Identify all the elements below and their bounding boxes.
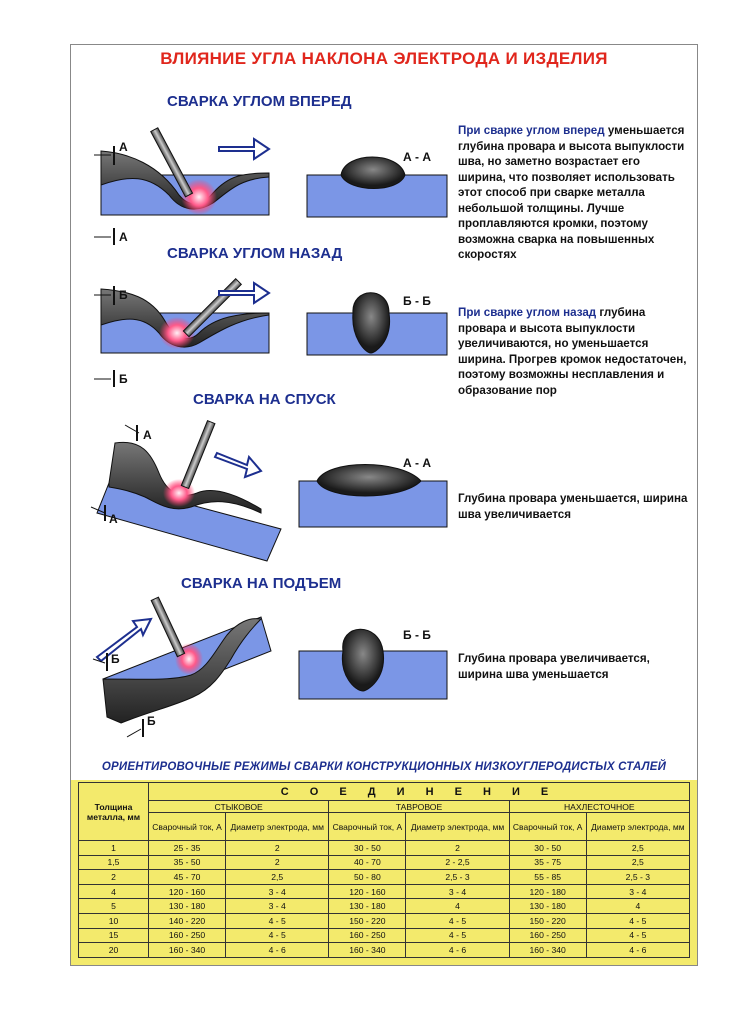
table-cell: 4 - 5 [406,913,509,928]
current-header: Сварочный ток, А [149,813,226,841]
table-cell: 4 - 5 [226,913,329,928]
table-cell: 4 - 6 [586,943,689,958]
table-cell: 2,5 - 3 [406,870,509,885]
table-cell: 150 - 220 [509,913,586,928]
table-cell: 160 - 250 [329,928,406,943]
table-cell: 4 - 6 [406,943,509,958]
table-row [79,870,690,885]
mark-bottom: Б [147,714,156,728]
mark-bottom: Б [119,372,128,386]
description-forward-text: уменьшается глубина провара и высота выпуклости шва, но заметно возрастает его ширина, что позволяет использовать этот способ при сварке металла небольшой толщины. Лучше проплавляются кромки, поэтому возможна сварка на повышенных скоростях [458,124,685,261]
table-row [79,928,690,943]
description-backward-highlight: При сварке углом назад [458,306,597,319]
table-cell: 130 - 180 [149,899,226,914]
table-cell: 45 - 70 [149,870,226,885]
table-cell: 160 - 250 [509,928,586,943]
mark-top: Б [111,652,120,666]
table-cell: 2,5 [226,870,329,885]
table-cell: 4 - 5 [226,928,329,943]
table-cell: 120 - 160 [329,884,406,899]
section-label: Б - Б [403,628,431,642]
description-uphill: Глубина провара увеличивается, ширина шва уменьшается [458,652,650,681]
thickness-cell: 5 [79,899,149,914]
table-cell: 3 - 4 [406,884,509,899]
thickness-cell: 10 [79,913,149,928]
table-cell: 50 - 80 [329,870,406,885]
direction-arrow-icon [97,619,151,661]
table-cell: 2,5 [586,841,689,856]
table-cell: 30 - 50 [329,841,406,856]
table-cell: 2 - 2,5 [406,855,509,870]
current-header: Сварочный ток, А [329,813,406,841]
heading-uphill: СВАРКА НА ПОДЪЕМ [181,575,342,592]
current-header: Сварочный ток, А [509,813,586,841]
direction-arrow-icon [219,139,269,159]
group-butt: СТЫКОВОЕ [149,801,329,813]
description-forward [458,123,690,263]
table-cell: 2,5 - 3 [586,870,689,885]
group-lap: НАХЛЕСТОЧНОЕ [509,801,689,813]
description-backward [458,305,690,398]
thickness-cell: 20 [79,943,149,958]
thickness-cell: 1,5 [79,855,149,870]
thickness-cell: 2 [79,870,149,885]
direction-arrow-icon [215,453,261,477]
table-cell: 35 - 50 [149,855,226,870]
table-cell: 25 - 35 [149,841,226,856]
table-cell: 4 [406,899,509,914]
thickness-cell: 4 [79,884,149,899]
connection-header: С О Е Д И Н Е Н И Е [149,783,690,801]
table-cell: 4 - 5 [406,928,509,943]
heading-forward: СВАРКА УГЛОМ ВПЕРЕД [167,93,352,110]
group-tee: ТАВРОВОЕ [329,801,509,813]
table-cell: 3 - 4 [226,899,329,914]
table-cell: 2 [226,855,329,870]
mark-bottom: А [119,230,128,244]
table-cell: 4 - 6 [226,943,329,958]
table-cell: 140 - 220 [149,913,226,928]
table-cell: 40 - 70 [329,855,406,870]
table-cell: 160 - 340 [329,943,406,958]
description-downhill: Глубина провара уменьшается, ширина шва увеличивается [458,492,688,521]
page-title: ВЛИЯНИЕ УГЛА НАКЛОНА ЭЛЕКТРОДА И ИЗДЕЛИЯ [160,49,608,68]
table-panel [71,780,697,965]
diameter-header: Диаметр электрода, мм [586,813,689,841]
diameter-header: Диаметр электрода, мм [406,813,509,841]
figure-forward [89,115,459,245]
table-cell: 2 [406,841,509,856]
section-label: А - А [403,150,431,164]
welding-modes-table [78,782,690,958]
table-cell: 55 - 85 [509,870,586,885]
table-row [79,841,690,856]
table-row [79,943,690,958]
thickness-header: Толщина металла, мм [79,783,149,841]
table-row [79,855,690,870]
table-cell: 4 - 5 [586,928,689,943]
table-cell: 4 - 5 [586,913,689,928]
table-row [79,913,690,928]
mark-top: А [119,140,128,154]
table-cell: 2 [226,841,329,856]
heading-backward: СВАРКА УГЛОМ НАЗАД [167,245,343,262]
mark-bottom: А [109,512,118,526]
mark-top: А [143,428,152,442]
poster [70,44,698,966]
table-cell: 160 - 340 [509,943,586,958]
description-backward-text: глубина провара и высота выпуклости увеличиваются, но уменьшается ширина. Прогрев кромок недостаточен, поэтому возможны несплавления и образование пор [458,306,687,397]
section-label: А - А [403,456,431,470]
table-cell: 130 - 180 [329,899,406,914]
figure-backward [89,267,459,397]
table-cell: 2,5 [586,855,689,870]
table-cell: 4 [586,899,689,914]
table-cell: 160 - 340 [149,943,226,958]
direction-arrow-icon [219,283,269,303]
table-cell: 35 - 75 [509,855,586,870]
table-cell: 120 - 180 [509,884,586,899]
figure-downhill [81,413,451,561]
electrode [151,597,184,657]
table-cell: 150 - 220 [329,913,406,928]
figure-uphill [81,599,451,749]
table-cell: 30 - 50 [509,841,586,856]
table-cell: 120 - 160 [149,884,226,899]
thickness-cell: 1 [79,841,149,856]
section-label: Б - Б [403,294,431,308]
table-cell: 3 - 4 [586,884,689,899]
thickness-cell: 15 [79,928,149,943]
table-cell: 3 - 4 [226,884,329,899]
table-cell: 130 - 180 [509,899,586,914]
table-row [79,884,690,899]
electrode [181,421,215,489]
mark-top: Б [119,288,128,302]
diameter-header: Диаметр электрода, мм [226,813,329,841]
heading-downhill: СВАРКА НА СПУСК [193,391,336,408]
table-row [79,899,690,914]
table-title: ОРИЕНТИРОВОЧНЫЕ РЕЖИМЫ СВАРКИ КОНСТРУКЦИОННЫХ НИЗКОУГЛЕРОДИСТЫХ СТАЛЕЙ [101,761,667,773]
table-cell: 160 - 250 [149,928,226,943]
description-forward-highlight: При сварке углом вперед [458,124,605,137]
